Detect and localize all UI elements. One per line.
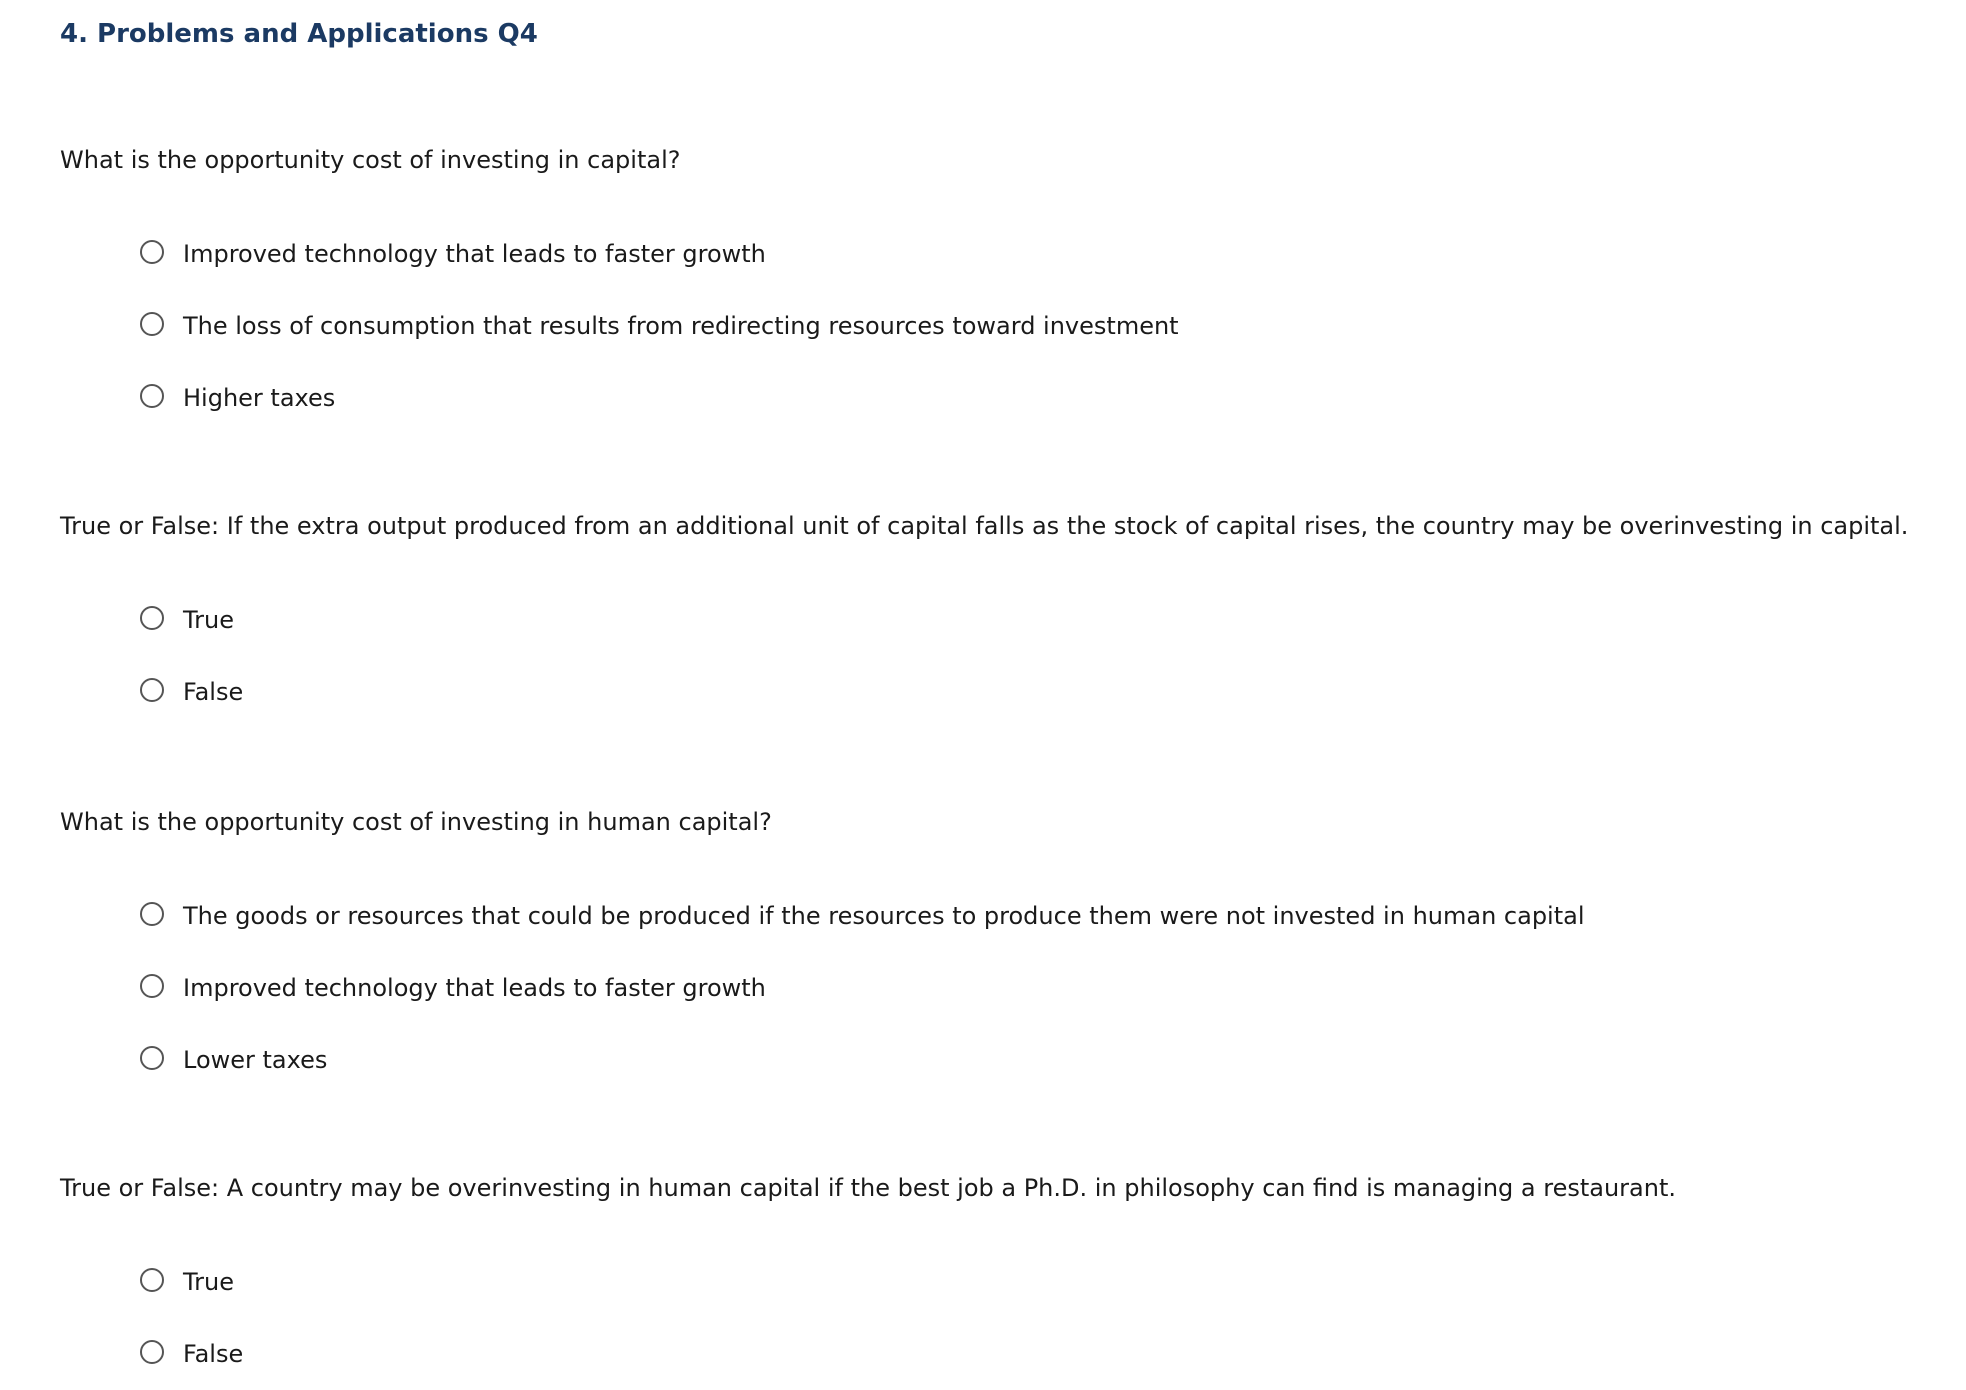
radio-button[interactable] [140,384,164,408]
option-label: False [183,678,244,706]
option-label: Improved technology that leads to faster growth [183,240,766,268]
page-title: 4. Problems and Applications Q4 [60,19,538,49]
q1-option-1[interactable] [60,218,1920,290]
question-3 [60,798,1920,1096]
radio-button[interactable] [140,312,164,336]
question-1-options [60,218,1920,434]
radio-button[interactable] [140,974,164,998]
radio-button[interactable] [140,902,164,926]
question-3-text: What is the opportunity cost of investing in human capital? [60,808,772,836]
question-4-options [60,1246,1920,1390]
question-2 [60,502,1920,728]
radio-button[interactable] [140,606,164,630]
question-2-options [60,584,1920,728]
question-1-text: What is the opportunity cost of investing in capital? [60,146,681,174]
radio-button[interactable] [140,1268,164,1292]
option-label: Improved technology that leads to faster growth [183,974,766,1002]
option-label: False [183,1340,244,1368]
option-label: The loss of consumption that results from redirecting resources toward investment [183,312,1179,340]
problem-page [60,0,1920,1390]
question-4 [60,1164,1920,1390]
q2-option-true[interactable] [60,584,1920,656]
option-label: True [183,1268,234,1296]
option-label: Higher taxes [183,384,336,412]
question-1 [60,136,1920,434]
q1-option-2[interactable] [60,290,1920,362]
radio-button[interactable] [140,1340,164,1364]
q2-option-false[interactable] [60,656,1920,728]
radio-button[interactable] [140,240,164,264]
question-4-text: True or False: A country may be overinvesting in human capital if the best job a Ph.D. in philosophy can find is managing a restaurant. [60,1174,1677,1202]
option-label: Lower taxes [183,1046,328,1074]
q4-option-true[interactable] [60,1246,1920,1318]
q3-option-2[interactable] [60,952,1920,1024]
q3-option-3[interactable] [60,1024,1920,1096]
question-2-text: True or False: If the extra output produced from an additional unit of capital falls as the stock of capital rises, the country may be overinvesting in capital. [60,512,1909,540]
radio-button[interactable] [140,1046,164,1070]
q1-option-3[interactable] [60,362,1920,434]
q4-option-false[interactable] [60,1318,1920,1390]
question-3-options [60,880,1920,1096]
option-label: True [183,606,234,634]
option-label: The goods or resources that could be produced if the resources to produce them were not invested in human capital [183,902,1585,930]
q3-option-1[interactable] [60,880,1920,952]
radio-button[interactable] [140,678,164,702]
